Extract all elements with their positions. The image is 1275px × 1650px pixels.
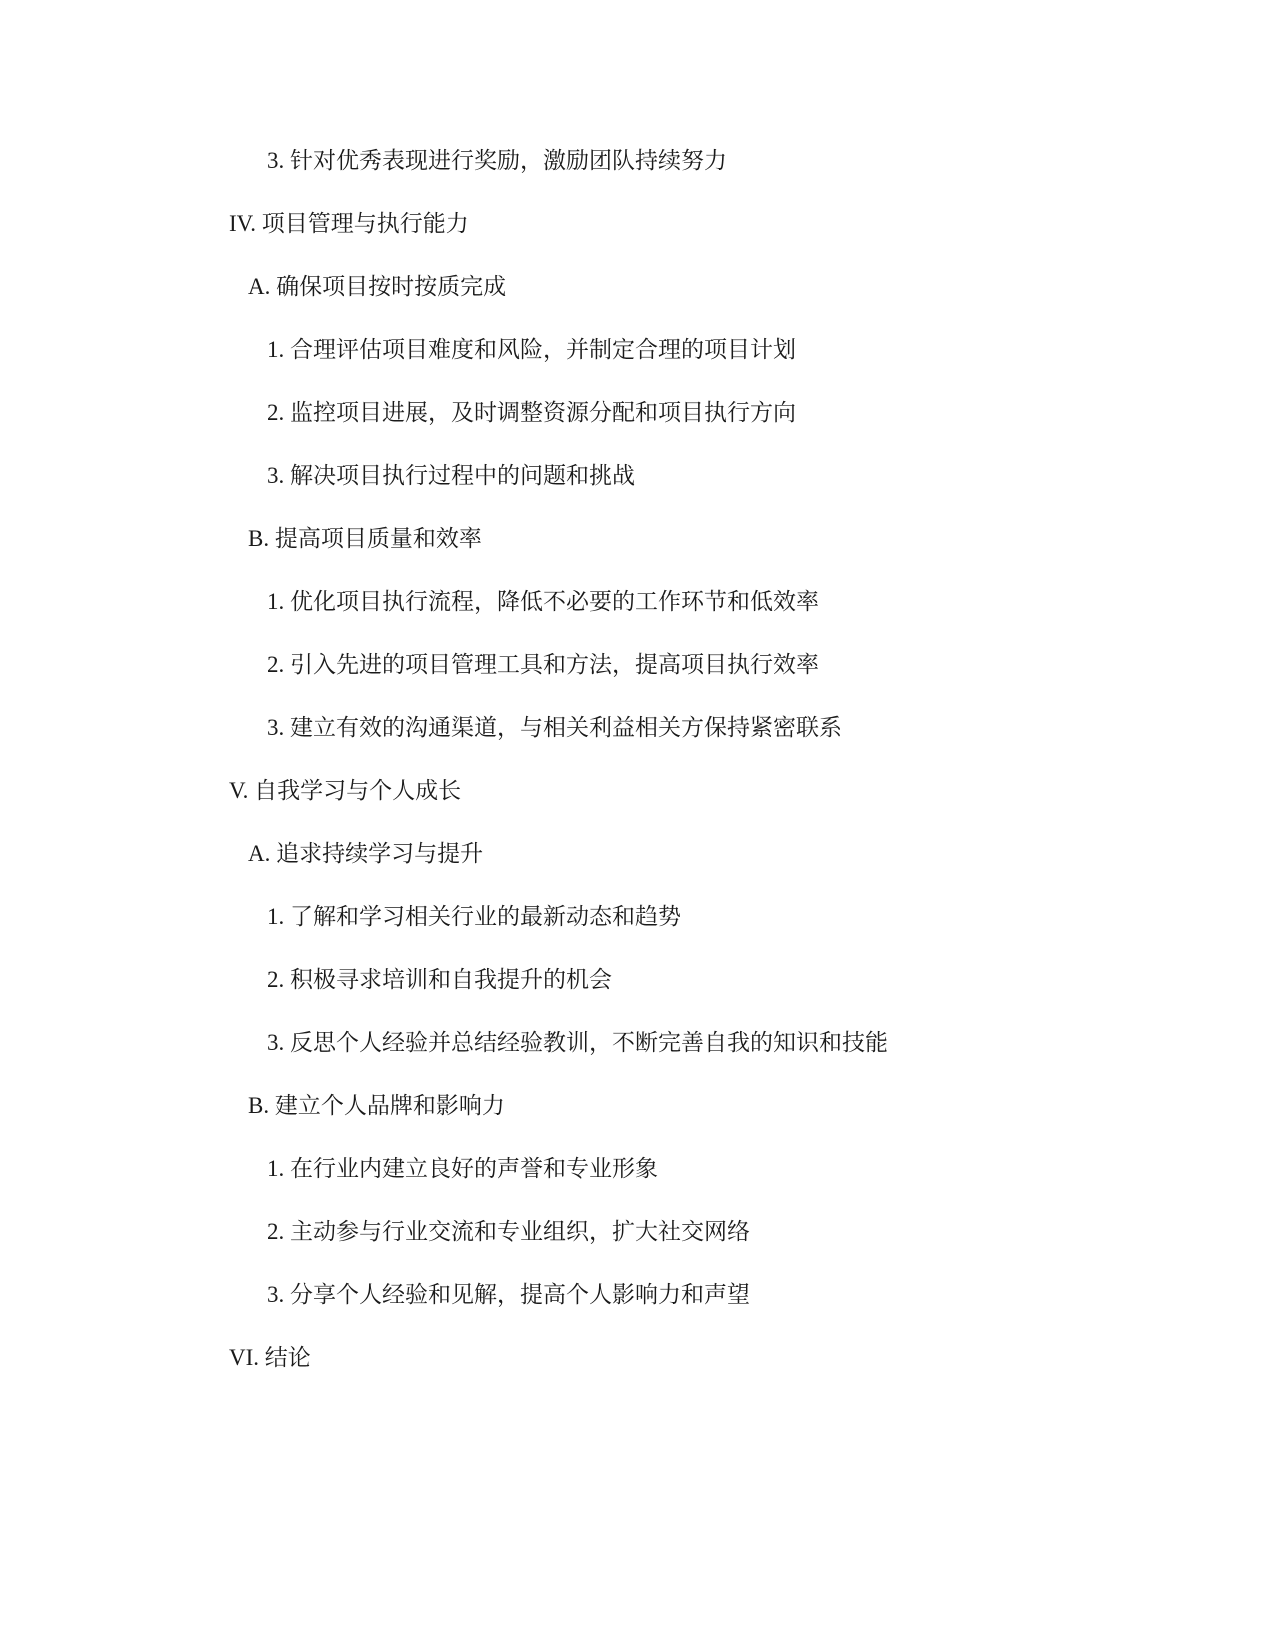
subsection-heading: A. 追求持续学习与提升	[248, 841, 484, 866]
outline-item: 1. 优化项目执行流程，降低不必要的工作环节和低效率	[267, 589, 819, 614]
outline-item: 3. 针对优秀表现进行奖励，激励团队持续努力	[267, 148, 727, 173]
subsection-heading: B. 建立个人品牌和影响力	[248, 1093, 505, 1118]
outline-item: 2. 积极寻求培训和自我提升的机会	[267, 967, 612, 992]
outline-item: 1. 了解和学习相关行业的最新动态和趋势	[267, 904, 681, 929]
outline-item: 2. 主动参与行业交流和专业组织，扩大社交网络	[267, 1219, 750, 1244]
outline-item: 3. 反思个人经验并总结经验教训，不断完善自我的知识和技能	[267, 1030, 888, 1055]
section-heading: VI. 结论	[229, 1345, 311, 1370]
outline-item: 1. 在行业内建立良好的声誉和专业形象	[267, 1156, 658, 1181]
outline-item: 3. 分享个人经验和见解，提高个人影响力和声望	[267, 1282, 750, 1307]
outline-item: 1. 合理评估项目难度和风险，并制定合理的项目计划	[267, 337, 796, 362]
subsection-heading: B. 提高项目质量和效率	[248, 526, 482, 551]
subsection-heading: A. 确保项目按时按质完成	[248, 274, 507, 299]
section-heading: V. 自我学习与个人成长	[229, 778, 462, 803]
section-heading: IV. 项目管理与执行能力	[229, 211, 469, 236]
outline-item: 3. 建立有效的沟通渠道，与相关利益相关方保持紧密联系	[267, 715, 842, 740]
outline-item: 2. 引入先进的项目管理工具和方法，提高项目执行效率	[267, 652, 819, 677]
outline-item: 3. 解决项目执行过程中的问题和挑战	[267, 463, 635, 488]
outline-item: 2. 监控项目进展，及时调整资源分配和项目执行方向	[267, 400, 796, 425]
